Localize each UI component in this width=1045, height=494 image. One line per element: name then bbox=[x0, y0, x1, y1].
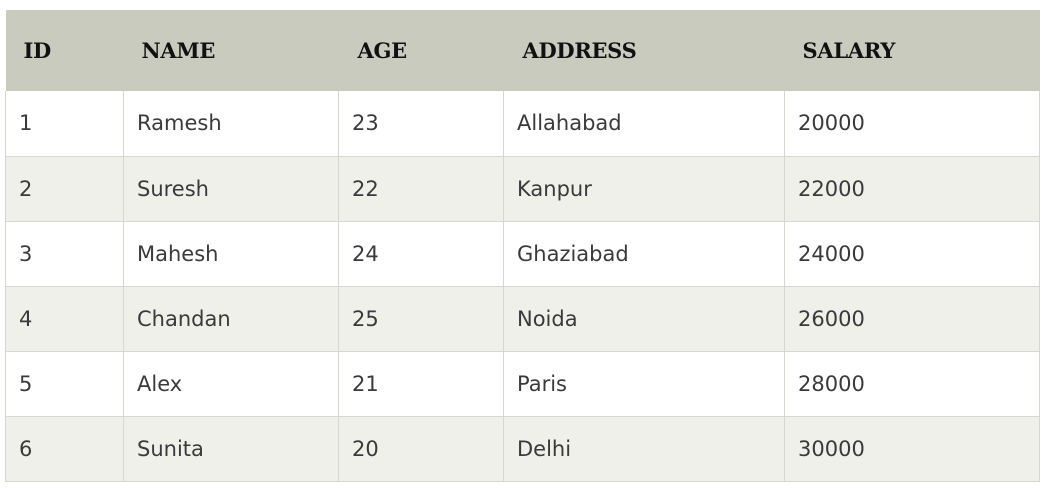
table-header bbox=[6, 10, 1040, 91]
cell-address: Ghaziabad bbox=[504, 221, 785, 286]
cell-id: 3 bbox=[6, 221, 124, 286]
cell-age: 21 bbox=[339, 351, 504, 416]
cell-salary: 28000 bbox=[785, 351, 1040, 416]
table-row bbox=[6, 156, 1040, 221]
data-table bbox=[5, 10, 1040, 482]
cell-salary: 24000 bbox=[785, 221, 1040, 286]
cell-name: Chandan bbox=[124, 286, 339, 351]
cell-salary: 30000 bbox=[785, 416, 1040, 481]
cell-salary: 20000 bbox=[785, 91, 1040, 156]
cell-salary: 22000 bbox=[785, 156, 1040, 221]
cell-name: Sunita bbox=[124, 416, 339, 481]
cell-age: 20 bbox=[339, 416, 504, 481]
table-container bbox=[5, 10, 1039, 482]
column-header-id: ID bbox=[23, 38, 51, 63]
cell-address: Kanpur bbox=[504, 156, 785, 221]
cell-age: 25 bbox=[339, 286, 504, 351]
table-row bbox=[6, 221, 1040, 286]
cell-age: 24 bbox=[339, 221, 504, 286]
cell-age: 22 bbox=[339, 156, 504, 221]
header-row bbox=[6, 10, 1040, 91]
cell-id: 6 bbox=[6, 416, 124, 481]
cell-salary: 26000 bbox=[785, 286, 1040, 351]
cell-id: 1 bbox=[6, 91, 124, 156]
column-header-address: ADDRESS bbox=[522, 38, 637, 63]
cell-address: Paris bbox=[504, 351, 785, 416]
cell-id: 2 bbox=[6, 156, 124, 221]
cell-address: Delhi bbox=[504, 416, 785, 481]
cell-name: Ramesh bbox=[124, 91, 339, 156]
column-header-age: AGE bbox=[357, 38, 407, 63]
cell-id: 4 bbox=[6, 286, 124, 351]
table-row bbox=[6, 351, 1040, 416]
column-header-name: NAME bbox=[141, 38, 216, 63]
cell-name: Mahesh bbox=[124, 221, 339, 286]
cell-address: Allahabad bbox=[504, 91, 785, 156]
table-row bbox=[6, 286, 1040, 351]
cell-age: 23 bbox=[339, 91, 504, 156]
column-header-salary: SALARY bbox=[802, 38, 896, 63]
table-body bbox=[6, 91, 1040, 481]
cell-id: 5 bbox=[6, 351, 124, 416]
table-row bbox=[6, 416, 1040, 481]
table-row bbox=[6, 91, 1040, 156]
cell-name: Alex bbox=[124, 351, 339, 416]
cell-name: Suresh bbox=[124, 156, 339, 221]
cell-address: Noida bbox=[504, 286, 785, 351]
